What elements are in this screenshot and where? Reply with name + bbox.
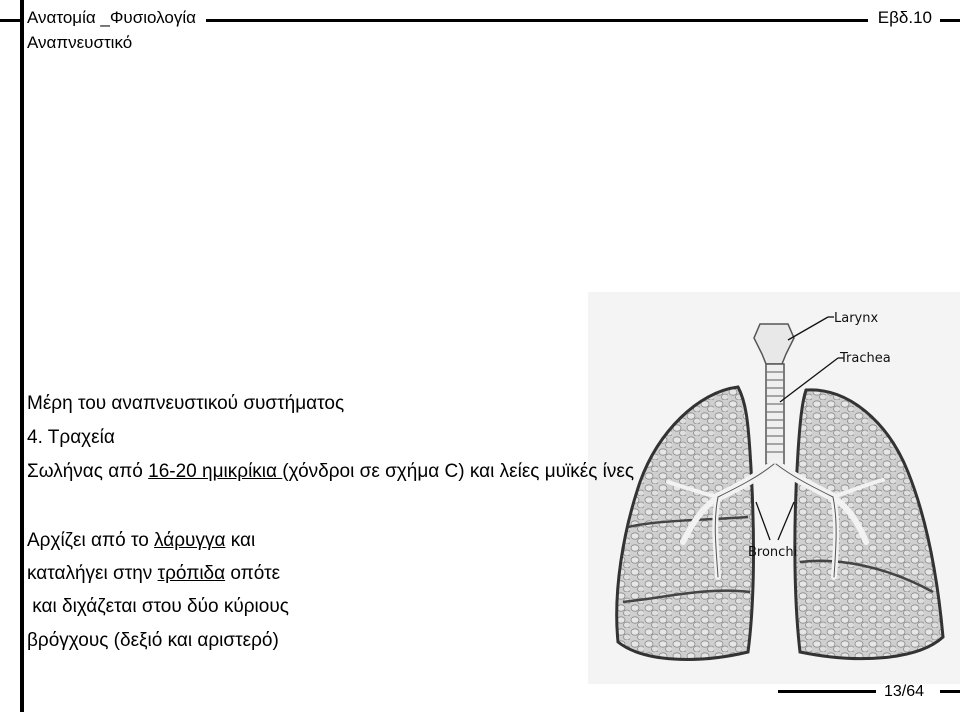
desc-suffix: (χόνδροι σε σχήμα C) και λείες μυϊκές ίνες: [282, 461, 635, 482]
header-code: Εβδ.10: [877, 8, 932, 27]
section-title: Μέρη του αναπνευστικού συστήματος: [27, 393, 345, 414]
footer-rule: [778, 690, 876, 693]
header-rule: [206, 19, 868, 22]
left-vertical-rule: [20, 0, 24, 712]
line1-prefix: Αρχίζει από το: [27, 530, 155, 551]
desc-link-rings: 16-20 ημικρίκια: [148, 461, 283, 482]
header-right-tick: [940, 19, 960, 22]
header-title: Ανατομία _Φυσιολογία: [27, 8, 196, 27]
header-subtitle: Αναπνευστικό: [27, 33, 133, 52]
desc-prefix: Σωλήνας από: [27, 461, 149, 482]
lungs-figure: [588, 292, 960, 684]
line1-suffix: και: [225, 530, 256, 551]
link-larynx: λάρυγγα: [154, 530, 226, 551]
text-line-4: βρόγχους (δεξιό και αριστερό): [27, 630, 279, 651]
figure-label-larynx: Larynx: [834, 311, 879, 326]
header-left-tick: [0, 19, 20, 22]
item-title: 4. Τραχεία: [27, 427, 115, 448]
figure-label-bronchi: Bronchi: [748, 545, 798, 560]
trachea-description: [27, 461, 634, 483]
text-line-1: [27, 530, 255, 552]
link-carina: τρόπιδα: [157, 563, 226, 584]
line2-suffix: οπότε: [225, 563, 281, 584]
page-number: 13/64: [884, 683, 925, 700]
footer-right-tick: [940, 690, 960, 693]
text-line-2: [27, 563, 280, 585]
line2-prefix: καταλήγει στην: [27, 563, 158, 584]
trachea-shape: [766, 364, 784, 464]
text-line-3: και διχάζεται στου δύο κύριους: [27, 596, 289, 617]
figure-label-trachea: Trachea: [840, 351, 891, 366]
